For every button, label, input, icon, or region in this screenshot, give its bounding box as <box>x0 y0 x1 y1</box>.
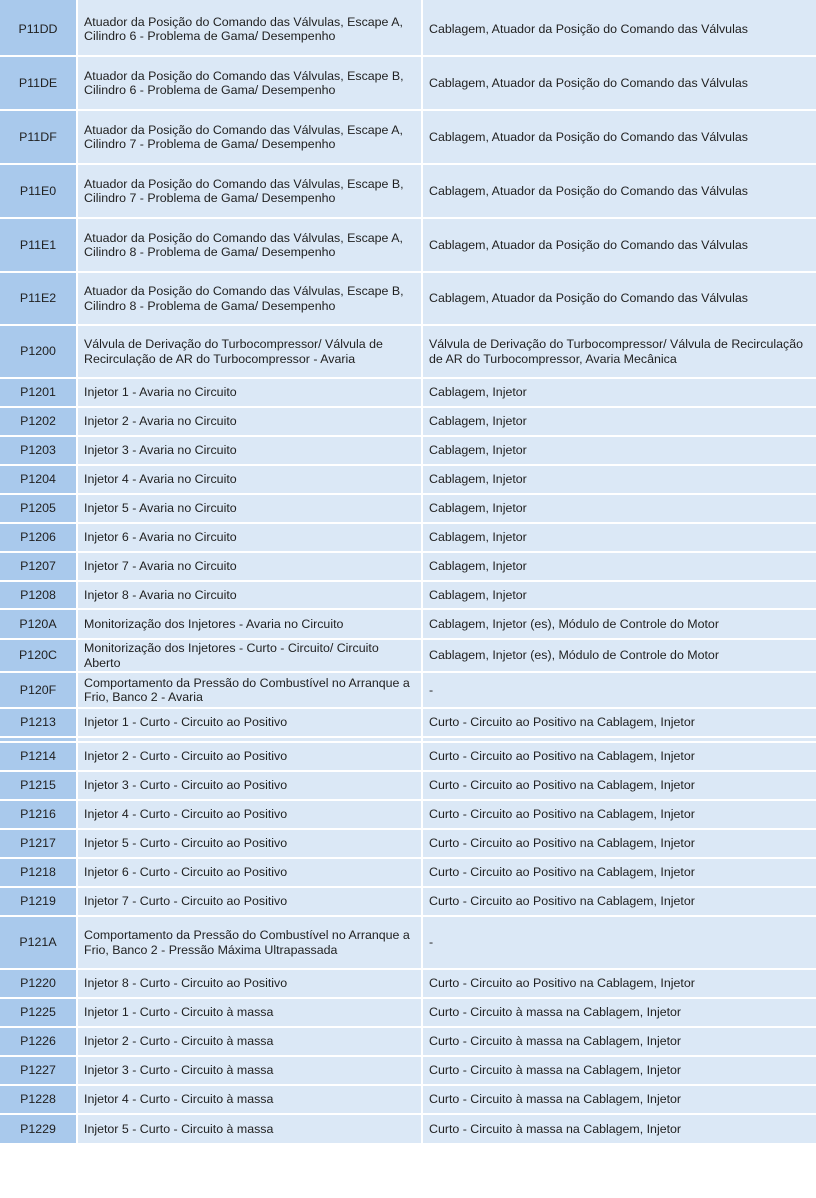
dtc-possible-cause: Curto - Circuito ao Positivo na Cablagem, Injetor <box>423 772 816 801</box>
dtc-possible-cause: Curto - Circuito ao Positivo na Cablagem, Injetor <box>423 888 816 917</box>
table-row <box>0 743 816 772</box>
dtc-possible-cause: Válvula de Derivação do Turbocompressor/ Válvula de Recirculação de AR do Turbocompressor, Avaria Mecânica <box>423 326 816 379</box>
dtc-description: Injetor 1 - Curto - Circuito à massa <box>78 999 423 1028</box>
dtc-code: P11E0 <box>0 165 78 219</box>
dtc-description: Injetor 2 - Curto - Circuito ao Positivo <box>78 743 423 772</box>
table-row <box>0 772 816 801</box>
table-row <box>0 495 816 524</box>
dtc-possible-cause: Curto - Circuito ao Positivo na Cablagem, Injetor <box>423 801 816 830</box>
table-row <box>0 1086 816 1115</box>
dtc-description: Comportamento da Pressão do Combustível no Arranque a Frio, Banco 2 - Avaria <box>78 673 423 709</box>
table-row <box>0 57 816 111</box>
dtc-description: Atuador da Posição do Comando das Válvulas, Escape A, Cilindro 8 - Problema de Gama/ Desempenho <box>78 219 423 273</box>
table-row <box>0 970 816 999</box>
table-row <box>0 326 816 379</box>
dtc-description: Injetor 1 - Avaria no Circuito <box>78 379 423 408</box>
dtc-code: P11E1 <box>0 219 78 273</box>
dtc-possible-cause: Cablagem, Atuador da Posição do Comando das Válvulas <box>423 57 816 111</box>
dtc-code: P11E2 <box>0 273 78 326</box>
table-row <box>0 673 816 709</box>
dtc-possible-cause: Curto - Circuito à massa na Cablagem, Injetor <box>423 1115 816 1145</box>
dtc-description: Injetor 6 - Curto - Circuito ao Positivo <box>78 859 423 888</box>
dtc-description: Injetor 4 - Avaria no Circuito <box>78 466 423 495</box>
dtc-possible-cause: Cablagem, Injetor <box>423 379 816 408</box>
dtc-table-body <box>0 3 816 1145</box>
dtc-possible-cause: Curto - Circuito ao Positivo na Cablagem, Injetor <box>423 970 816 999</box>
dtc-description: Atuador da Posição do Comando das Válvulas, Escape A, Cilindro 6 - Problema de Gama/ Desempenho <box>78 3 423 57</box>
dtc-description: Injetor 3 - Avaria no Circuito <box>78 437 423 466</box>
dtc-description: Injetor 8 - Curto - Circuito ao Positivo <box>78 970 423 999</box>
dtc-code: P1207 <box>0 553 78 582</box>
dtc-description: Injetor 2 - Curto - Circuito à massa <box>78 1028 423 1057</box>
dtc-possible-cause: Cablagem, Atuador da Posição do Comando das Válvulas <box>423 3 816 57</box>
dtc-code: P1200 <box>0 326 78 379</box>
table-row <box>0 553 816 582</box>
dtc-possible-cause: Cablagem, Injetor <box>423 408 816 437</box>
dtc-code: P11DD <box>0 3 78 57</box>
table-row <box>0 640 816 673</box>
dtc-code: P1217 <box>0 830 78 859</box>
dtc-possible-cause: Cablagem, Atuador da Posição do Comando das Válvulas <box>423 219 816 273</box>
dtc-code: P1214 <box>0 743 78 772</box>
table-row <box>0 3 816 57</box>
dtc-code: P120A <box>0 610 78 640</box>
table-row <box>0 859 816 888</box>
dtc-code: P1203 <box>0 437 78 466</box>
table-row <box>0 709 816 738</box>
dtc-code: P1229 <box>0 1115 78 1145</box>
dtc-code: P1225 <box>0 999 78 1028</box>
dtc-description: Atuador da Posição do Comando das Válvulas, Escape B, Cilindro 8 - Problema de Gama/ Desempenho <box>78 273 423 326</box>
dtc-possible-cause: Cablagem, Injetor <box>423 553 816 582</box>
table-row <box>0 379 816 408</box>
dtc-possible-cause: Cablagem, Injetor <box>423 466 816 495</box>
dtc-possible-cause: - <box>423 917 816 970</box>
table-row <box>0 111 816 165</box>
dtc-table <box>0 3 816 1145</box>
dtc-description: Injetor 5 - Curto - Circuito ao Positivo <box>78 830 423 859</box>
dtc-possible-cause: Cablagem, Injetor <box>423 524 816 553</box>
table-row <box>0 408 816 437</box>
table-row <box>0 219 816 273</box>
dtc-description: Monitorização dos Injetores - Curto - Circuito/ Circuito Aberto <box>78 640 423 673</box>
table-row <box>0 1057 816 1086</box>
table-row <box>0 273 816 326</box>
dtc-code: P1219 <box>0 888 78 917</box>
dtc-possible-cause: Curto - Circuito ao Positivo na Cablagem, Injetor <box>423 709 816 738</box>
dtc-possible-cause: Curto - Circuito à massa na Cablagem, Injetor <box>423 999 816 1028</box>
dtc-possible-cause: Curto - Circuito à massa na Cablagem, Injetor <box>423 1057 816 1086</box>
table-row <box>0 1115 816 1145</box>
dtc-description: Injetor 3 - Curto - Circuito à massa <box>78 1057 423 1086</box>
dtc-description: Injetor 6 - Avaria no Circuito <box>78 524 423 553</box>
dtc-code: P1228 <box>0 1086 78 1115</box>
dtc-code: P1226 <box>0 1028 78 1057</box>
dtc-possible-cause: Curto - Circuito ao Positivo na Cablagem, Injetor <box>423 743 816 772</box>
dtc-code: P1205 <box>0 495 78 524</box>
dtc-possible-cause: Cablagem, Atuador da Posição do Comando das Válvulas <box>423 165 816 219</box>
dtc-possible-cause: - <box>423 673 816 709</box>
dtc-possible-cause: Curto - Circuito à massa na Cablagem, Injetor <box>423 1028 816 1057</box>
dtc-possible-cause: Cablagem, Injetor <box>423 582 816 610</box>
dtc-code: P1213 <box>0 709 78 738</box>
dtc-possible-cause: Cablagem, Atuador da Posição do Comando das Válvulas <box>423 111 816 165</box>
dtc-description: Atuador da Posição do Comando das Válvulas, Escape A, Cilindro 7 - Problema de Gama/ Desempenho <box>78 111 423 165</box>
table-row <box>0 582 816 610</box>
dtc-code: P121A <box>0 917 78 970</box>
dtc-description: Injetor 1 - Curto - Circuito ao Positivo <box>78 709 423 738</box>
dtc-code: P1215 <box>0 772 78 801</box>
dtc-description: Injetor 8 - Avaria no Circuito <box>78 582 423 610</box>
table-row <box>0 437 816 466</box>
dtc-code: P120C <box>0 640 78 673</box>
dtc-code: P1208 <box>0 582 78 610</box>
dtc-code: P1201 <box>0 379 78 408</box>
table-row <box>0 165 816 219</box>
dtc-description: Comportamento da Pressão do Combustível no Arranque a Frio, Banco 2 - Pressão Máxima Ultrapassada <box>78 917 423 970</box>
dtc-possible-cause: Cablagem, Injetor <box>423 437 816 466</box>
dtc-possible-cause: Cablagem, Injetor (es), Módulo de Controle do Motor <box>423 640 816 673</box>
table-row <box>0 466 816 495</box>
dtc-code: P120F <box>0 673 78 709</box>
dtc-description: Injetor 7 - Avaria no Circuito <box>78 553 423 582</box>
dtc-possible-cause: Cablagem, Injetor <box>423 495 816 524</box>
dtc-description: Injetor 3 - Curto - Circuito ao Positivo <box>78 772 423 801</box>
table-row <box>0 999 816 1028</box>
dtc-code: P11DF <box>0 111 78 165</box>
table-row <box>0 917 816 970</box>
dtc-possible-cause: Cablagem, Atuador da Posição do Comando das Válvulas <box>423 273 816 326</box>
dtc-description: Atuador da Posição do Comando das Válvulas, Escape B, Cilindro 7 - Problema de Gama/ Desempenho <box>78 165 423 219</box>
table-row <box>0 830 816 859</box>
dtc-code: P1218 <box>0 859 78 888</box>
dtc-code: P11DE <box>0 57 78 111</box>
dtc-description: Injetor 5 - Avaria no Circuito <box>78 495 423 524</box>
table-row <box>0 888 816 917</box>
dtc-possible-cause: Curto - Circuito à massa na Cablagem, Injetor <box>423 1086 816 1115</box>
dtc-possible-cause: Curto - Circuito ao Positivo na Cablagem, Injetor <box>423 859 816 888</box>
table-row <box>0 524 816 553</box>
dtc-code: P1227 <box>0 1057 78 1086</box>
dtc-description: Atuador da Posição do Comando das Válvulas, Escape B, Cilindro 6 - Problema de Gama/ Desempenho <box>78 57 423 111</box>
table-row <box>0 610 816 640</box>
dtc-description: Injetor 4 - Curto - Circuito ao Positivo <box>78 801 423 830</box>
dtc-description: Injetor 2 - Avaria no Circuito <box>78 408 423 437</box>
dtc-code: P1202 <box>0 408 78 437</box>
dtc-description: Injetor 7 - Curto - Circuito ao Positivo <box>78 888 423 917</box>
dtc-possible-cause: Curto - Circuito ao Positivo na Cablagem, Injetor <box>423 830 816 859</box>
dtc-code: P1204 <box>0 466 78 495</box>
table-row <box>0 801 816 830</box>
dtc-description: Injetor 4 - Curto - Circuito à massa <box>78 1086 423 1115</box>
dtc-description: Injetor 5 - Curto - Circuito à massa <box>78 1115 423 1145</box>
dtc-code: P1206 <box>0 524 78 553</box>
table-row <box>0 1028 816 1057</box>
dtc-code: P1220 <box>0 970 78 999</box>
dtc-description: Monitorização dos Injetores - Avaria no Circuito <box>78 610 423 640</box>
dtc-description: Válvula de Derivação do Turbocompressor/ Válvula de Recirculação de AR do Turbocompressor - Avaria <box>78 326 423 379</box>
dtc-code: P1216 <box>0 801 78 830</box>
dtc-possible-cause: Cablagem, Injetor (es), Módulo de Controle do Motor <box>423 610 816 640</box>
